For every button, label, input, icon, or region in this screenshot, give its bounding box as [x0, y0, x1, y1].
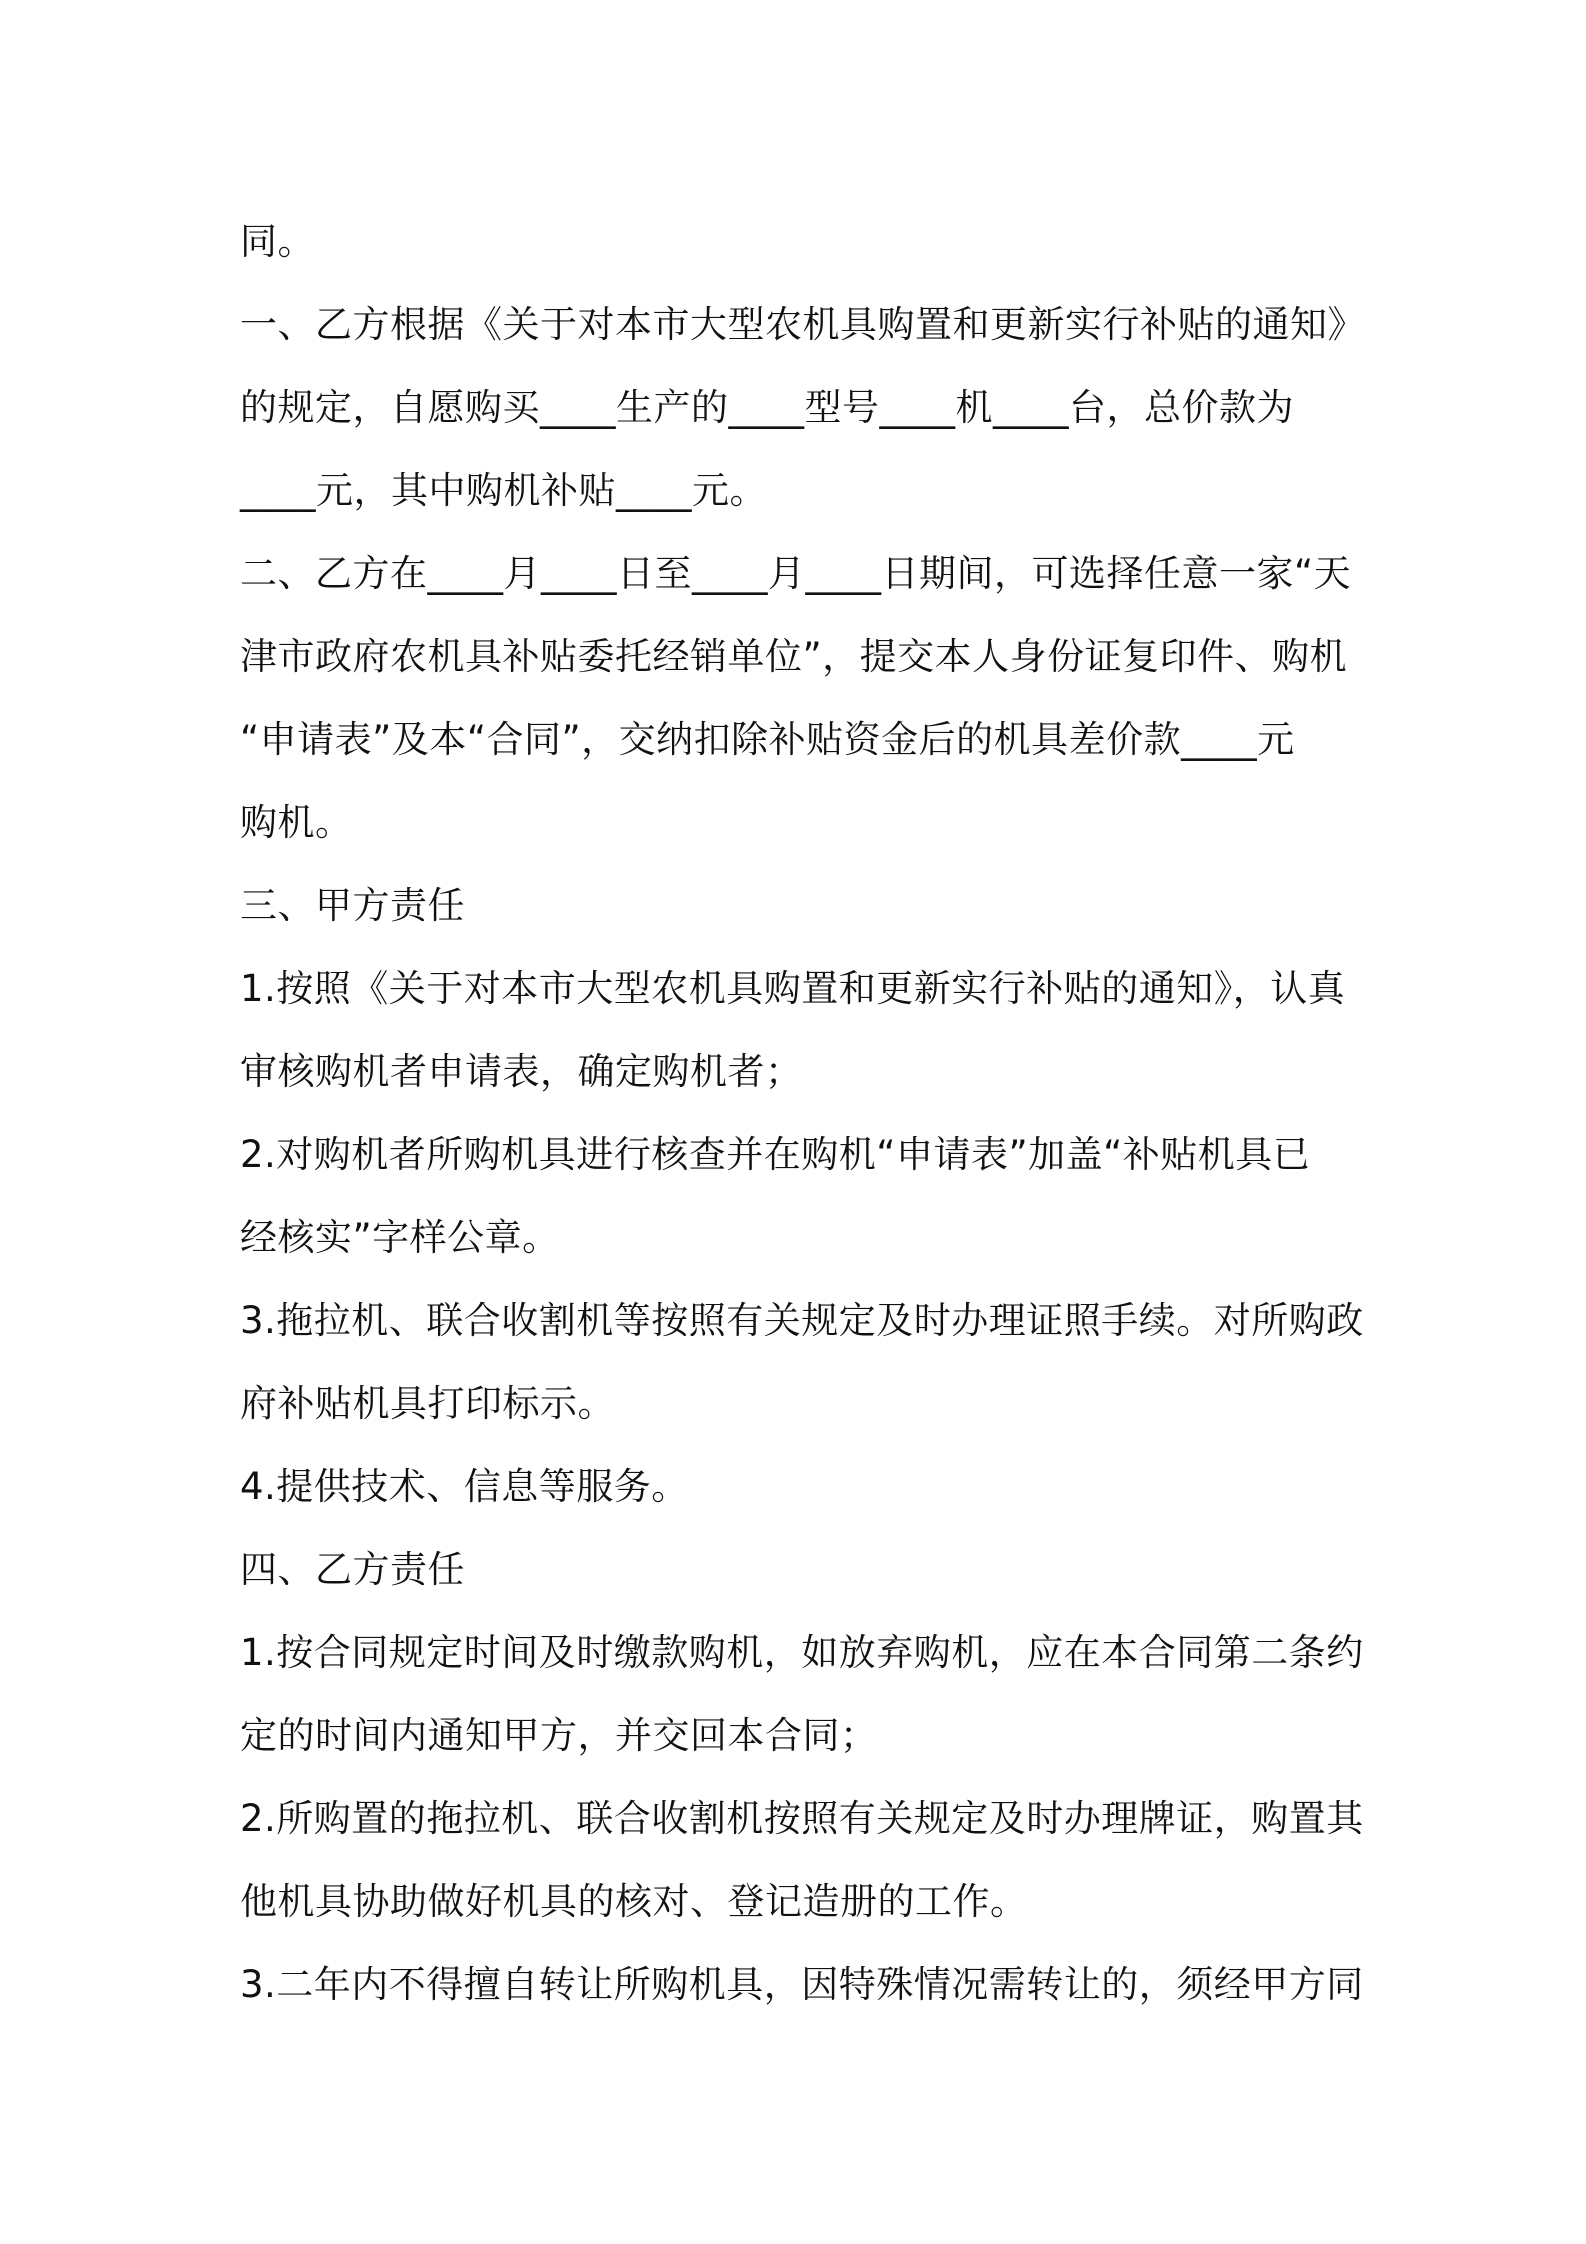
text-line: 二、乙方在____月____日至____月____日期间，可选择任意一家“天 — [240, 552, 1352, 595]
text-line: ____元，其中购机补贴____元。 — [240, 469, 767, 512]
text-line: 津市政府农机具补贴委托经销单位”，提交本人身份证复印件、购机 — [240, 635, 1348, 678]
text-line: 购机。 — [240, 801, 353, 844]
document-page — [240, 200, 1365, 2026]
text-line: 经核实”字样公章。 — [240, 1216, 560, 1259]
text-line: 的规定，自愿购买____生产的____型号____机____台，总价款为 — [240, 386, 1294, 429]
text-line: 一、乙方根据《关于对本市大型农机具购置和更新实行补贴的通知》 — [240, 303, 1365, 346]
section-heading: 三、甲方责任 — [240, 884, 465, 927]
text-line: 4.提供技术、信息等服务。 — [240, 1465, 689, 1508]
text-line: 2.所购置的拖拉机、联合收割机按照有关规定及时办理牌证，购置其 — [240, 1797, 1364, 1840]
text-line: 1.按合同规定时间及时缴款购机，如放弃购机，应在本合同第二条约 — [240, 1631, 1364, 1674]
text-line: 府补贴机具打印标示。 — [240, 1382, 615, 1425]
text-line: 2.对购机者所购机具进行核查并在购机“申请表”加盖“补贴机具已 — [240, 1133, 1311, 1176]
text-line: 1.按照《关于对本市大型农机具购置和更新实行补贴的通知》，认真 — [240, 967, 1346, 1010]
text-line: 审核购机者申请表，确定购机者； — [240, 1050, 803, 1093]
text-line: 他机具协助做好机具的核对、登记造册的工作。 — [240, 1880, 1028, 1923]
text-line: 3.拖拉机、联合收割机等按照有关规定及时办理证照手续。对所购政 — [240, 1299, 1364, 1342]
text-line: 定的时间内通知甲方，并交回本合同； — [240, 1714, 878, 1757]
text-line: 3.二年内不得擅自转让所购机具，因特殊情况需转让的，须经甲方同 — [240, 1963, 1364, 2006]
text-line: “申请表”及本“合同”，交纳扣除补贴资金后的机具差价款____元 — [240, 718, 1295, 761]
text-line: 同。 — [240, 220, 315, 263]
section-heading: 四、乙方责任 — [240, 1548, 465, 1591]
